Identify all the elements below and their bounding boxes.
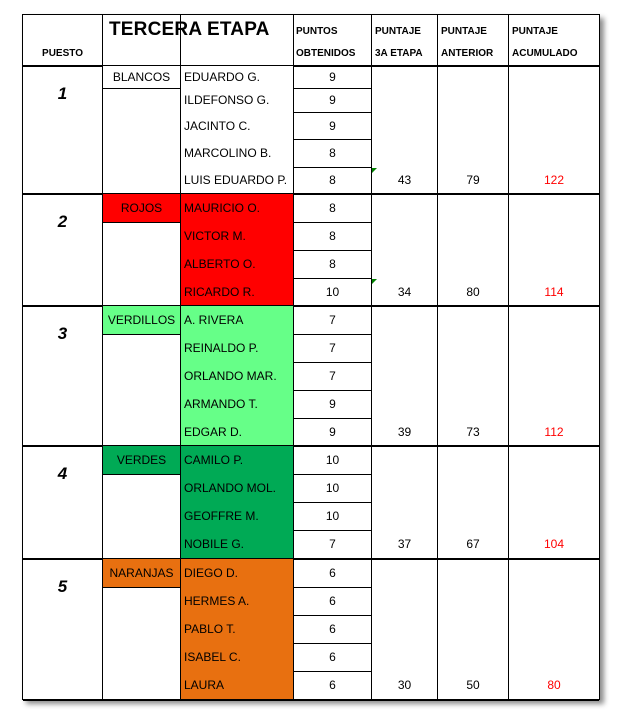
accumulated-score: 80	[547, 678, 561, 692]
player-points: 8	[329, 173, 336, 187]
player-points: 8	[329, 229, 336, 243]
header-puntos-line1: PUNTOS	[296, 26, 338, 37]
player-points: 10	[325, 284, 340, 299]
player-points: 10	[325, 509, 340, 523]
previous-score: 67	[466, 537, 480, 551]
player-points: 6	[329, 594, 336, 608]
player-name: CAMILO P.	[181, 446, 293, 474]
player-name: JACINTO C.	[181, 112, 293, 139]
column-divider	[102, 15, 103, 699]
player-name: REINALDO P.	[181, 334, 293, 362]
standings-sheet	[22, 14, 600, 700]
player-name: ALBERTO O.	[181, 250, 293, 278]
player-points: 9	[329, 93, 336, 107]
stage3-score: 34	[397, 284, 412, 299]
team-name: VERDILLOS	[103, 306, 180, 334]
player-name: MAURICIO O.	[181, 194, 293, 222]
cell-divider	[102, 88, 180, 89]
player-points: 8	[329, 201, 336, 215]
header-acumulado-line1: PUNTAJE	[512, 26, 558, 37]
team-rank: 5	[57, 577, 68, 596]
player-name: ISABEL C.	[181, 643, 293, 671]
player-name: LUIS EDUARDO P.	[181, 167, 293, 193]
player-points: 6	[329, 678, 336, 692]
player-points: 6	[329, 622, 336, 636]
player-points: 7	[329, 313, 336, 327]
team-rank: 4	[57, 464, 68, 483]
stage3-score: 30	[397, 678, 412, 692]
stage3-score: 43	[397, 173, 412, 187]
column-divider	[508, 15, 509, 699]
stage3-score: 39	[397, 424, 412, 439]
accumulated-score: 122	[543, 173, 565, 187]
player-name: ILDEFONSO G.	[181, 88, 293, 112]
cell-divider	[102, 334, 180, 335]
player-points: 6	[329, 566, 336, 580]
stage3-score: 37	[397, 537, 412, 551]
comment-indicator-icon[interactable]	[372, 168, 377, 173]
player-points: 10	[325, 453, 340, 467]
player-points: 8	[329, 146, 336, 160]
team-name: VERDES	[103, 446, 180, 474]
accumulated-score: 112	[544, 424, 564, 439]
player-name: ARMANDO T.	[181, 390, 293, 418]
column-divider	[437, 15, 438, 699]
player-name: NOBILE G.	[181, 530, 293, 558]
player-name: ORLANDO MAR.	[181, 362, 293, 390]
player-name: ORLANDO MOL.	[181, 474, 293, 502]
header-puntos-line2: OBTENIDOS	[296, 48, 356, 59]
player-name: EDUARDO G.	[181, 66, 293, 88]
accumulated-score: 104	[543, 537, 565, 551]
team-rank: 3	[57, 324, 68, 343]
header-anterior-line2: ANTERIOR	[441, 48, 494, 59]
header-3a-line1: PUNTAJE	[375, 26, 421, 37]
player-points: 6	[329, 650, 336, 664]
player-name: VICTOR M.	[181, 222, 293, 250]
cell-divider	[102, 587, 180, 588]
previous-score: 73	[466, 424, 480, 439]
team-name: NARANJAS	[103, 559, 180, 587]
team-rank: 2	[57, 212, 68, 231]
player-points: 9	[329, 70, 336, 84]
player-points: 7	[329, 369, 336, 383]
team-name: ROJOS	[103, 194, 180, 222]
player-points: 7	[329, 537, 336, 551]
cell-divider	[102, 474, 180, 475]
player-name: PABLO T.	[181, 615, 293, 643]
player-points: 10	[325, 481, 340, 495]
player-points: 8	[329, 257, 336, 271]
header-acumulado-line2: ACUMULADO	[512, 48, 578, 59]
player-name: MARCOLINO B.	[181, 139, 293, 167]
previous-score: 79	[466, 173, 480, 187]
player-points: 9	[329, 424, 336, 439]
header-puesto: PUESTO	[42, 48, 83, 59]
player-name: GEOFFRE M.	[181, 502, 293, 530]
player-name: EDGAR D.	[181, 418, 293, 445]
cell-divider	[102, 222, 180, 223]
player-points: 7	[329, 341, 336, 355]
team-rank: 1	[57, 84, 68, 103]
player-points: 9	[329, 397, 336, 411]
row-divider	[23, 699, 599, 701]
header-3a-line2: 3A ETAPA	[375, 48, 423, 59]
header-anterior-line1: PUNTAJE	[441, 26, 487, 37]
player-points: 9	[329, 118, 336, 133]
previous-score: 80	[466, 284, 480, 299]
team-name: BLANCOS	[103, 66, 180, 88]
previous-score: 50	[466, 678, 480, 692]
comment-indicator-icon[interactable]	[372, 279, 377, 284]
player-name: DIEGO D.	[181, 559, 293, 587]
player-name: RICARDO R.	[181, 278, 293, 305]
accumulated-score: 114	[544, 284, 564, 299]
player-name: A. RIVERA	[181, 306, 293, 334]
column-divider	[371, 15, 372, 699]
player-name: HERMES A.	[181, 587, 293, 615]
player-name: LAURA	[181, 671, 293, 699]
page-title: TERCERA ETAPA	[109, 19, 270, 40]
